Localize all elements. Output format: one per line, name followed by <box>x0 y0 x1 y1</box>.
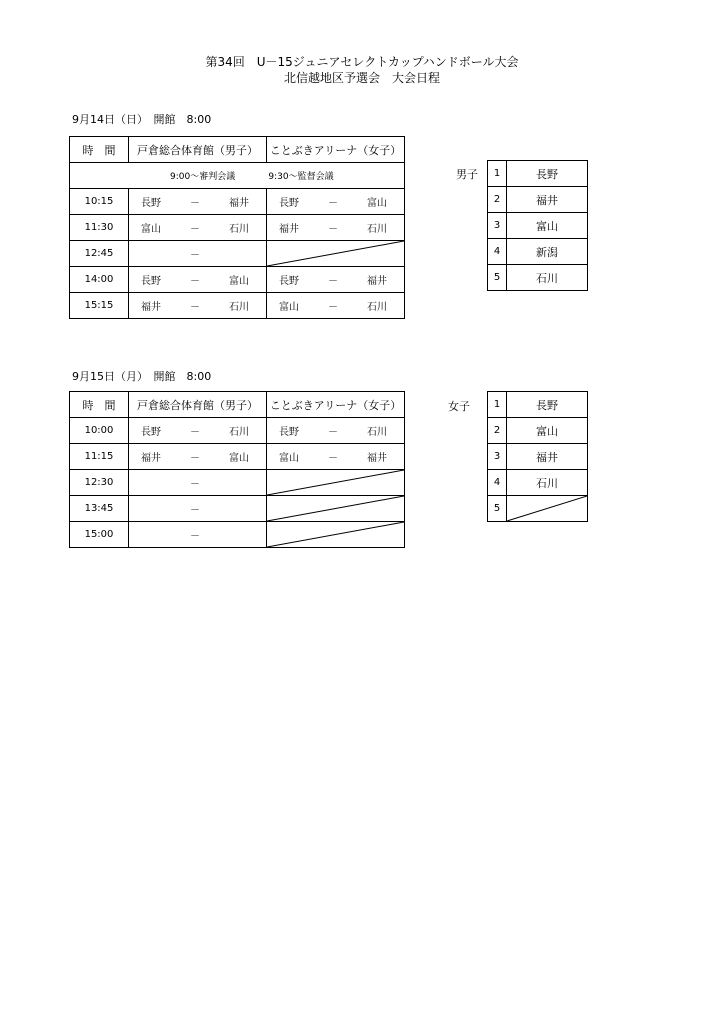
team-number: 3 <box>488 213 507 239</box>
team-row <box>488 239 588 265</box>
meeting-referees: 9:00～審判会議 <box>170 172 236 182</box>
team-a: 長野 <box>279 276 299 287</box>
empty-slot <box>267 522 405 548</box>
match-boys <box>129 444 267 470</box>
vs-dash: － <box>190 427 200 438</box>
match-boys <box>129 496 267 522</box>
team-number: 3 <box>488 444 507 470</box>
team-b: 富山 <box>367 198 387 209</box>
team-name: 石川 <box>507 470 588 496</box>
time-cell: 13:45 <box>70 496 129 522</box>
diagonal-line <box>267 522 404 547</box>
boys-team-table <box>487 160 588 291</box>
match-boys <box>129 470 267 496</box>
col-time: 時 間 <box>70 137 129 163</box>
team-a: 長野 <box>141 198 161 209</box>
table-row <box>70 470 405 496</box>
team-a: 富山 <box>279 302 299 313</box>
match-boys <box>129 215 267 241</box>
diagonal-line <box>267 241 404 266</box>
team-number: 5 <box>488 265 507 291</box>
time-cell: 14:00 <box>70 267 129 293</box>
team-a: 長野 <box>279 198 299 209</box>
vs-dash: － <box>190 453 200 464</box>
team-number: 4 <box>488 239 507 265</box>
time-cell: 15:15 <box>70 293 129 319</box>
team-b: 石川 <box>367 302 387 313</box>
table-row <box>70 444 405 470</box>
vs-dash: － <box>190 198 200 209</box>
team-b: 福井 <box>229 198 249 209</box>
vs-dash: － <box>190 505 200 516</box>
team-row <box>488 470 588 496</box>
empty-slot <box>267 470 405 496</box>
team-name: 富山 <box>507 418 588 444</box>
table-row <box>70 522 405 548</box>
table-row <box>70 241 405 267</box>
vs-dash: － <box>190 224 200 235</box>
team-name: 長野 <box>507 392 588 418</box>
vs-dash: － <box>328 198 338 209</box>
vs-dash: － <box>328 453 338 464</box>
team-number: 4 <box>488 470 507 496</box>
team-a: 福井 <box>279 224 299 235</box>
group-label-girls: 女子 <box>448 400 470 413</box>
meeting-row <box>70 163 405 189</box>
team-a: 長野 <box>279 427 299 438</box>
match-girls <box>267 444 405 470</box>
team-a: 富山 <box>141 224 161 235</box>
time-cell: 12:30 <box>70 470 129 496</box>
group-label-boys: 男子 <box>456 168 478 181</box>
girls-team-table <box>487 391 588 522</box>
team-a: 長野 <box>141 427 161 438</box>
team-name: 石川 <box>507 265 588 291</box>
match-boys <box>129 522 267 548</box>
col-venue-boys: 戸倉総合体育館（男子） <box>129 137 267 163</box>
match-boys <box>129 418 267 444</box>
team-number: 1 <box>488 161 507 187</box>
time-cell: 11:30 <box>70 215 129 241</box>
team-a: 長野 <box>141 276 161 287</box>
day2-schedule-table <box>69 391 405 548</box>
empty-slot <box>267 496 405 522</box>
team-number: 2 <box>488 187 507 213</box>
match-boys <box>129 267 267 293</box>
table-row <box>70 496 405 522</box>
empty-slot <box>267 241 405 267</box>
table-row <box>70 418 405 444</box>
match-girls <box>267 293 405 319</box>
team-name: 福井 <box>507 187 588 213</box>
team-row <box>488 213 588 239</box>
team-b: 福井 <box>367 453 387 464</box>
team-number: 2 <box>488 418 507 444</box>
match-boys <box>129 189 267 215</box>
col-time: 時 間 <box>70 392 129 418</box>
team-b: 石川 <box>229 224 249 235</box>
time-cell: 12:45 <box>70 241 129 267</box>
vs-dash: － <box>328 276 338 287</box>
team-a: 福井 <box>141 302 161 313</box>
vs-dash: － <box>328 427 338 438</box>
time-cell: 11:15 <box>70 444 129 470</box>
vs-dash: － <box>328 302 338 313</box>
vs-dash: － <box>190 276 200 287</box>
team-row <box>488 418 588 444</box>
team-row <box>488 187 588 213</box>
team-b: 石川 <box>229 427 249 438</box>
col-venue-girls: ことぶきアリーナ（女子） <box>267 137 405 163</box>
table-header-row <box>70 137 405 163</box>
time-cell: 10:15 <box>70 189 129 215</box>
empty-team-slot <box>507 496 588 522</box>
diagonal-line <box>267 496 404 521</box>
day1-schedule-table <box>69 136 405 319</box>
team-row <box>488 265 588 291</box>
team-b: 石川 <box>367 427 387 438</box>
match-girls <box>267 267 405 293</box>
match-girls <box>267 215 405 241</box>
time-cell: 10:00 <box>70 418 129 444</box>
team-b: 石川 <box>367 224 387 235</box>
vs-dash: － <box>328 224 338 235</box>
table-row <box>70 293 405 319</box>
time-cell: 15:00 <box>70 522 129 548</box>
match-girls <box>267 418 405 444</box>
team-b: 富山 <box>229 453 249 464</box>
col-venue-girls: ことぶきアリーナ（女子） <box>267 392 405 418</box>
table-row <box>70 267 405 293</box>
day2-header: 9月15日（月） 開館 8:00 <box>72 370 212 383</box>
team-b: 福井 <box>367 276 387 287</box>
match-boys <box>129 241 267 267</box>
team-b: 富山 <box>229 276 249 287</box>
document-title: 第34回 U－15ジュニアセレクトカップハンドボール大会 <box>205 55 519 69</box>
table-row <box>70 215 405 241</box>
vs-dash: － <box>190 302 200 313</box>
vs-dash: － <box>190 531 200 542</box>
col-venue-boys: 戸倉総合体育館（男子） <box>129 392 267 418</box>
vs-dash: － <box>190 479 200 490</box>
match-girls <box>267 189 405 215</box>
team-row <box>488 161 588 187</box>
vs-dash: － <box>190 250 200 261</box>
diagonal-line <box>267 470 404 495</box>
team-b: 石川 <box>229 302 249 313</box>
meeting-managers: 9:30～監督会議 <box>268 172 334 182</box>
table-header-row <box>70 392 405 418</box>
diagonal-line <box>507 496 587 521</box>
day1-header: 9月14日（日） 開館 8:00 <box>72 113 212 126</box>
document-subtitle: 北信越地区予選会 大会日程 <box>283 71 440 85</box>
team-name: 長野 <box>507 161 588 187</box>
table-row <box>70 189 405 215</box>
team-row <box>488 496 588 522</box>
team-a: 富山 <box>279 453 299 464</box>
team-a: 福井 <box>141 453 161 464</box>
team-number: 1 <box>488 392 507 418</box>
team-row <box>488 392 588 418</box>
team-name: 新潟 <box>507 239 588 265</box>
team-name: 富山 <box>507 213 588 239</box>
team-number: 5 <box>488 496 507 522</box>
match-boys <box>129 293 267 319</box>
team-row <box>488 444 588 470</box>
team-name: 福井 <box>507 444 588 470</box>
